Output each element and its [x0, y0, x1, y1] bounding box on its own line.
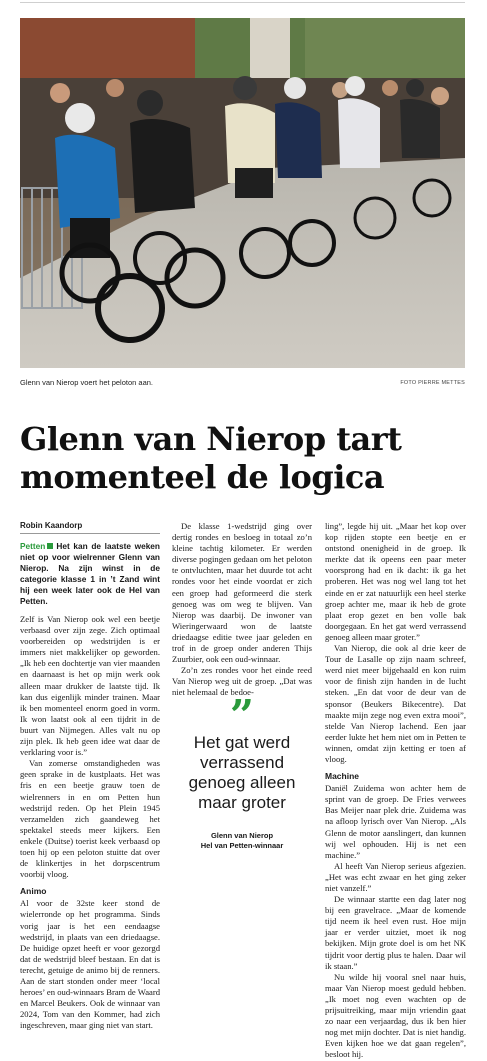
subheading-machine: Machine — [325, 771, 360, 782]
photo-caption: Glenn van Nierop voert het peloton aan. — [20, 378, 154, 387]
body-paragraph: Van Nierop, die ook al drie keer de Tour de Lasalle op zijn naam schreef, werd niet meer bijgehaald en kon ruim voor de finish zijn handen in de lucht steken. „En dat voor de deur van de sponsor (Beukers Bikecentre). Dat maakte mijn zege nog even extra mooi”, stelde Van Nierop lachend. Een jaar eerder lukte het hem niet om in Petten te winnen, omdat zijn ketting er toen af vloog. — [325, 643, 466, 764]
photo-credit: FOTO PIERRE METTES — [400, 380, 465, 386]
body-paragraph: ling”, legde hij uit. „Maar het kop over kop rijden stopte een beetje en er ontstond onenigheid in de groep. Ik merkte dat ik opeens een paar meter voorsprong had en ik dacht: ik ga het proberen. Het was nog wel lang tot het einde en er zat natuurlijk een heel sterke groep achter me, maar ik heb de grote plaat erop gezet en ben volle bak doorgegaan. En het gat werd verrassend genoeg alleen maar groter.” — [325, 521, 466, 642]
lead-place: Petten — [20, 541, 46, 551]
subheading-animo: Animo — [20, 886, 47, 897]
square-bullet-icon — [47, 543, 53, 549]
lead-text: Het kan de laatste weken niet op voor wielrenner Glenn van Nierop. Na zijn winst in de categorie klasse 1 in ’t Zand wint hij een week later ook de Hel van Petten. — [20, 541, 160, 606]
pull-quote-name: Glenn van Nierop — [210, 831, 274, 840]
body-paragraph: Zelf is Van Nierop ook wel een beetje verbaasd over zijn zege. Zich optimaal voorbereiden op wedstrijden is er immers niet makkelijker op geworden. „Ik heb een dochtertje van vier maanden en daarnaast is het op mijn werk ook alleen maar drukker de laatste tijd. Ik kan dus eigenlijk minder trainen. Maar ik ben momenteel enorm goed in vorm. Ik won laatst ook al een tijdrit in de buurt van Nijmegen. Alles valt nu op zijn plek. Ik heb geen idee wat daar de verklaring voor is.” — [20, 614, 160, 758]
pull-quote-role: Hel van Petten-winnaar — [200, 841, 284, 850]
body-paragraph: Daniël Zuidema won achter hem de sprint van de groep. De Fries verwees Bas Meijer naar plek drie. Zuidema was na afloop lyrisch over Van Nierop. „Als Glenn de motor aanslingert, dan kunnen wij wel ophouden. Hij is net een machine.” — [325, 783, 466, 860]
headline: Glenn van Nierop tart momenteel de logica — [20, 420, 402, 496]
quote-mark-icon: ” — [229, 691, 255, 740]
column-1 — [20, 541, 160, 1031]
body-paragraph: Al voor de 32ste keer stond de wielerronde op het programma. Sinds vorig jaar is het een eendaagse wedstrijd, in plaats van een driedaagse. De huidige opzet heeft er voor gezorgd dat de wedstrijd bleef bestaan. En dat is terecht, getuige de animo bij de renners. Aan de start stonden onder meer ‘local heroes’ en oud-winnaars Bram de Waard en Marcel Beukers. Ook de winnaar van 2024, Tom van den Kommer, had zich ingeschreven, maar ging niet van start. — [20, 898, 160, 1031]
byline: Robin Kaandorp — [20, 521, 160, 534]
body-paragraph: Al heeft Van Nierop serieus afgezien. „Het was echt zwaar en het ging zeker niet vanzelf.” — [325, 860, 466, 893]
cycling-photo — [20, 18, 465, 368]
pull-quote-text: Het gat werd verrassend genoeg alleen maar groter — [188, 733, 296, 812]
body-paragraph: De klasse 1-wedstrijd ging over dertig rondes en besloeg in totaal zo’n kleine tachtig kilometer. Er werden diverse pogingen gedaan om het peloton te ontvluchten, maar het duurde tot acht rondes voor het einde voordat er zich een groep had geformeerd die sterk genoeg was om weg te blijven. Van Nierop was daarbij. De inwoner van Wieringerwaard won de laatste driedaagse editie twee jaar geleden en trof in de groep onder anderen Thijs Zuurbier, ook een oud-winnaar. — [172, 521, 312, 665]
column-3 — [325, 521, 466, 1061]
body-paragraph: Van zomerse omstandigheden was geen sprake in de kustplaats. Het was fris en een beetje grauw toen de wielrenners in en om Petten hun wedstrijd reden. Op het Plein 1945 verzamelden zich gaandeweg het spektakel steeds meer kijkers. Een enkele (Duitse) toerist keek verbaasd op toen hij op een peloton stuitte dat over de klinkertjes in het dorpscentrum voorbij vloog. — [20, 758, 160, 880]
pull-quote — [172, 691, 312, 851]
lead-paragraph — [20, 541, 160, 607]
top-rule — [20, 2, 465, 3]
column-2 — [172, 521, 312, 699]
body-paragraph: De winnaar startte een dag later nog bij een gravelrace. „Maar de komende tijd neem ik heel even rust. Hoe mijn jaar er verder uitziet, moet ik nog bekijken. Mijn grote doel is om het NK tijdrit voor dertig plus te halen. Daar wil ik staan.” — [325, 894, 466, 971]
body-paragraph: Nu wilde hij vooral snel naar huis, maar Van Nierop moest geduld hebben. „Ik moet nog even wachten op de prijsuitreiking, maar mijn vriendin gaat zo naar een verjaardag, dus ik ben hier nog met mijn dochter. Dat is niet handig. Even kijken hoe we dat gaan regelen”, besloot hij. — [325, 971, 466, 1060]
body-paragraph: Zo’n zes rondes voor het einde reed Van Nierop weg uit de groep. „Dat was niet helemaal de bedoe- — [172, 665, 312, 698]
